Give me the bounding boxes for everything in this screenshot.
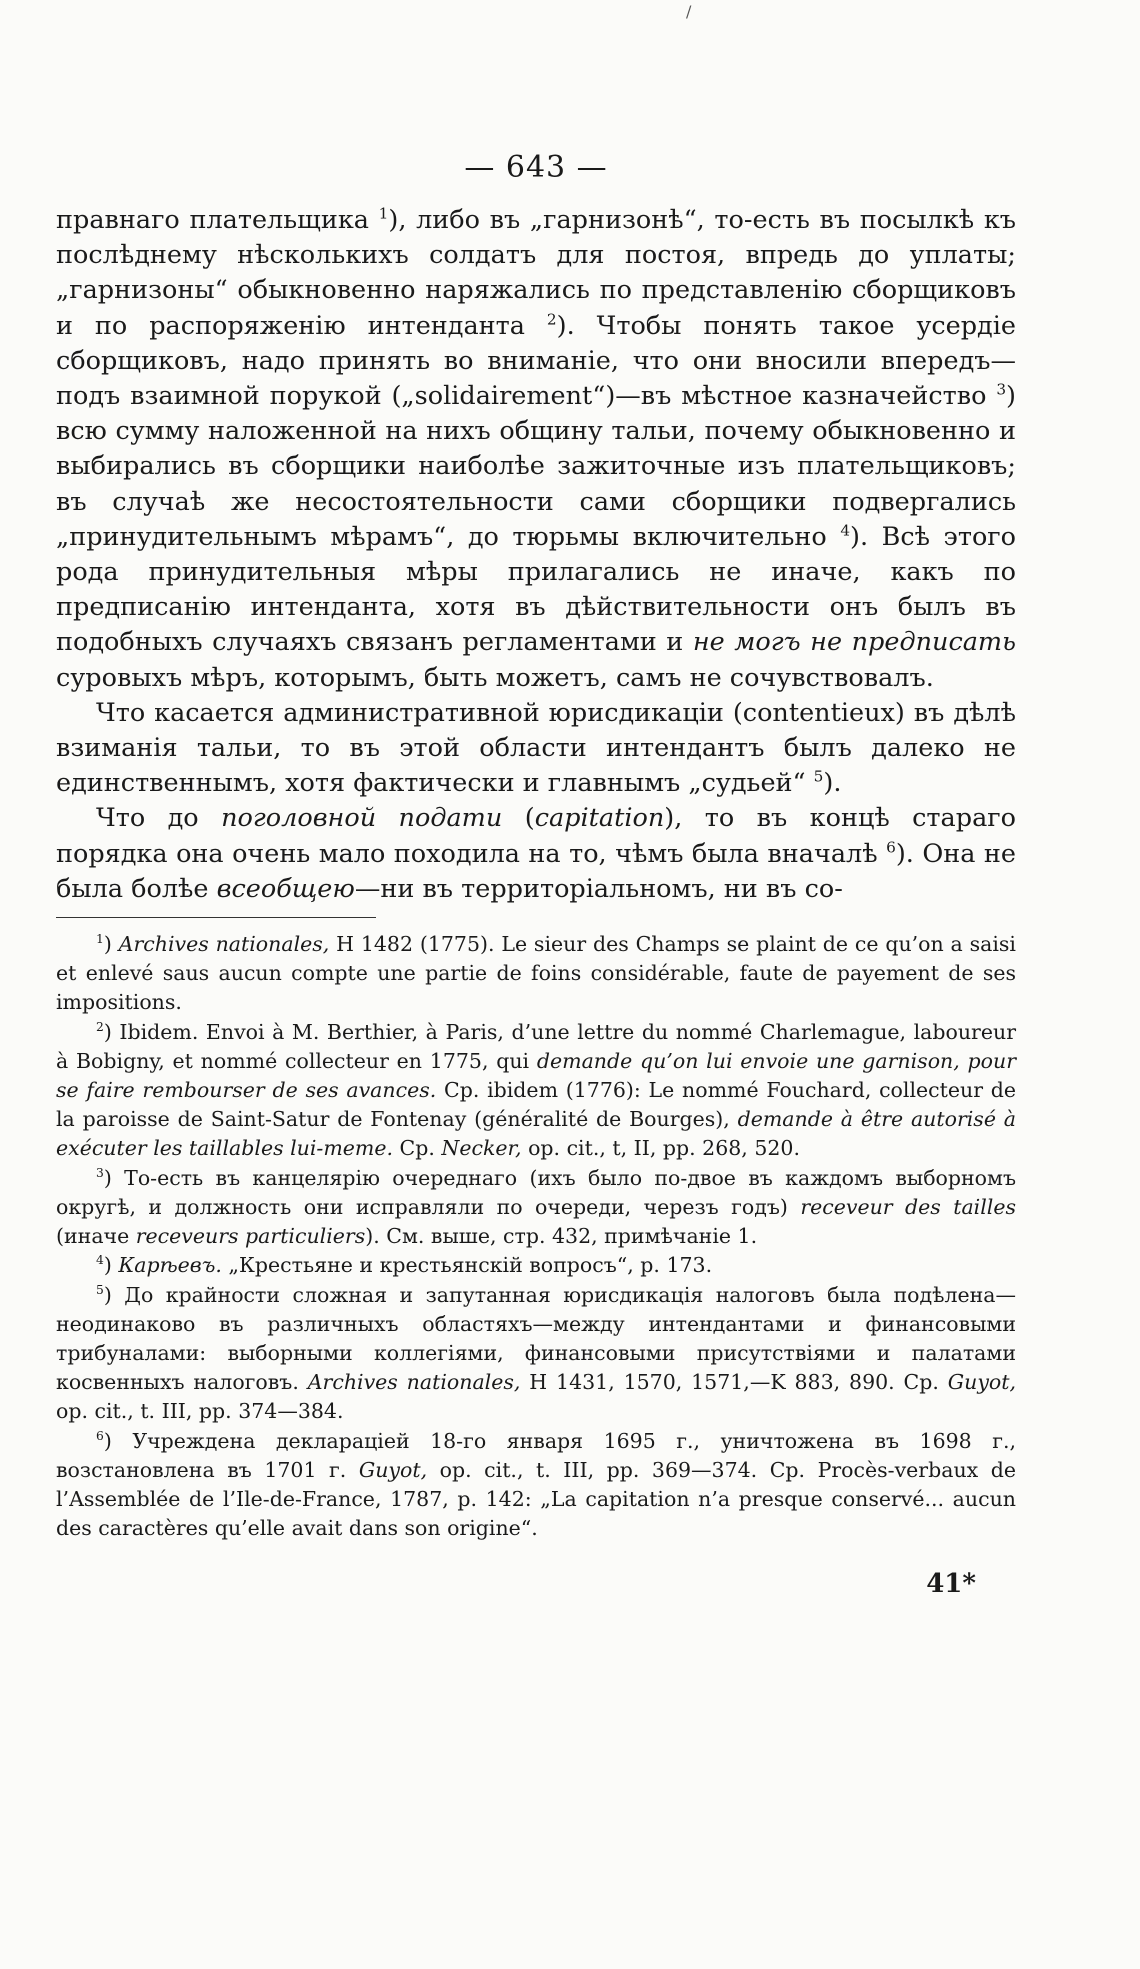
italic-run: Guyot, (947, 1370, 1016, 1395)
text-run: правнаго плательщика (56, 205, 369, 235)
text-run: ), то въ концѣ стараго порядка она очень мало походила на то, чѣмъ была вначалѣ (56, 803, 1016, 869)
text-run: ). Чтобы понять такое усердіе сборщиковъ, надо принять во вниманіе, что они вносили впередъ—подъ взаимной порукой („solidairement“)—въ мѣстное казначейство (56, 310, 1016, 412)
footnote-marker: 3 (996, 380, 1007, 399)
text-run: Cp. (393, 1136, 442, 1161)
main-text (56, 203, 1016, 907)
text-run: ), либо въ „гарнизонѣ“, то-есть въ посылкѣ къ послѣднему нѣсколькихъ солдатъ для постоя, впредь до уплаты; „гарнизоны“ обыкновенно наряжались по представленію сборщиковъ и по распоряженію интенданта (56, 205, 1016, 341)
text-run: „Крестьяне и крестьянскій вопросъ“, р. 173. (221, 1253, 713, 1278)
signature-mark: 41* (926, 1569, 976, 1600)
italic-run: capitation (534, 803, 665, 834)
text-run: ). Она не была болѣе (56, 838, 1016, 904)
footnote-1 (56, 930, 1016, 1018)
italic-run: Guyot, (358, 1457, 428, 1482)
page (56, 150, 1016, 1599)
text-run: ) (103, 1019, 112, 1044)
footnote-number: 3 (96, 1165, 104, 1180)
footnotes (56, 930, 1016, 1543)
footnote-marker: 1 (378, 204, 389, 223)
italic-run: Archives nationales, (307, 1370, 521, 1395)
text-run: ). См. выше, стр. 432, примѣчаніе 1. (365, 1224, 758, 1249)
text-run: Cp. ibidem (1776): Le nommé Fouchard, collecteur de la paroisse de Saint-Satur de Fontenay (généralité de Bourges), (56, 1078, 1016, 1132)
text-run: До крайности сложная и запутанная юрисдикація налоговъ была подѣлена—неодинаково въ различныхъ областяхъ—между интендантами и финансовыми трибуналами: выборными коллегіями, финансовыми присутствіями и палатами косвенныхъ налоговъ. (56, 1282, 1016, 1395)
text-run: ) всю сумму наложенной на нихъ общину тальи, почему обыкновенно и выбирались въ сборщики наиболѣе зажиточные изъ плательщиковъ; въ случаѣ же несостоятельности сами сборщики подвергались „принудительнымъ мѣрамъ“, до тюрьмы включительно (56, 381, 1016, 552)
text-run: То-есть въ канцелярію очереднаго (ихъ было по-двое въ каждомъ выборномъ округѣ, и должность они исправляли по очереди, черезъ годъ) (56, 1165, 1016, 1219)
italic-run: всеобщею (216, 873, 355, 904)
text-run: —ни въ территоріальномъ, ни въ со- (354, 873, 843, 904)
footnote-4 (56, 1251, 1016, 1280)
footnote-5 (56, 1281, 1016, 1427)
text-run: ) (103, 932, 112, 957)
footnote-3 (56, 1164, 1016, 1252)
text-run: ) (103, 1253, 112, 1278)
italic-run: Necker, (441, 1136, 522, 1161)
text-run: Что касается административной юрисдикаціи (contentieux) въ дѣлѣ взиманія тальи, то въ этой области интендантъ былъ далеко не единственнымъ, хотя фактически и главнымъ „судьей“ (56, 697, 1016, 799)
text-run: ). (823, 768, 842, 799)
italic-run: Карѣевъ. (118, 1253, 222, 1278)
italic-run: receveur des tailles (800, 1194, 1016, 1219)
text-run: (иначе (56, 1224, 136, 1249)
text-run: ) (103, 1428, 112, 1453)
text-run: op. cit., t. III, pp. 369—374. Cp. Procès-verbaux de l’Assemblée de l’Ile-de-France, 1787, p. 142: „La capitation n’a presque conservé... aucun des caractères qu’elle avait dans son origine“. (56, 1457, 1016, 1541)
paragraph-2 (56, 696, 1016, 802)
text-run: ). Всѣ этого рода принудительныя мѣры прилагались не иначе, какъ по предписанію интенданта, хотя въ дѣйствительности онъ былъ въ подобныхъ случаяхъ связанъ регламентами и (56, 521, 1017, 658)
footnote-2 (56, 1018, 1016, 1164)
footnote-number: 5 (96, 1282, 104, 1297)
paragraph-1 (56, 203, 1016, 696)
paragraph-3 (56, 801, 1016, 907)
stray-mark: / (686, 2, 692, 21)
footnote-number: 4 (96, 1253, 104, 1268)
footnote-number: 1 (96, 932, 104, 947)
footnote-number: 2 (96, 1019, 104, 1034)
text-run: ) (103, 1165, 112, 1190)
italic-run: Archives nationales, (118, 932, 330, 957)
footnote-marker: 6 (886, 838, 896, 857)
text-run: ( (524, 803, 535, 834)
footnote-number: 6 (96, 1428, 104, 1443)
text-run: суровыхъ мѣръ, которымъ, быть можетъ, самъ не сочувствовалъ. (56, 662, 934, 693)
text-run: Что до (96, 803, 199, 834)
footnote-6 (56, 1427, 1016, 1544)
footnote-marker: 4 (840, 521, 851, 540)
italic-run: receveurs particuliers (135, 1224, 366, 1249)
footnote-divider (56, 917, 376, 918)
italic-run: не могъ не предписать (692, 627, 1016, 658)
text-run: op. cit., t, II, pp. 268, 520. (521, 1136, 800, 1161)
text-run: Учреждена декларацiей 18-го января 1695 г., уничтожена въ 1698 г., возстановлена въ 1701 г. (56, 1428, 1016, 1482)
text-run: op. cit., t. III, pp. 374—384. (56, 1399, 344, 1424)
text-run: Ibidem. Envoi à M. Berthier, à Paris, d’une lettre du nommé Charlemague, laboureur à Bobigny, et nommé collecteur en 1775, qui (56, 1019, 1016, 1073)
page-number: — 643 — (464, 150, 608, 185)
italic-run: поголовной подати (221, 803, 503, 834)
text-run: H 1482 (1775). Le sieur des Champs se plaint de ce qu’on a saisi et enlevé saus aucun compte une partie de foins considérable, faute de payement de ses impositions. (56, 932, 1016, 1015)
footnote-marker: 2 (546, 310, 557, 329)
footnote-marker: 5 (813, 767, 824, 786)
text-run: H 1431, 1570, 1571,—K 883, 890. Cp. (520, 1370, 948, 1395)
italic-run: demande à être autorisé à exécuter les taillables lui-meme. (56, 1107, 1016, 1161)
text-run: ) (103, 1282, 112, 1307)
italic-run: demande qu’on lui envoie une garnison, pour se faire rembourser de ses avances. (56, 1048, 1016, 1103)
